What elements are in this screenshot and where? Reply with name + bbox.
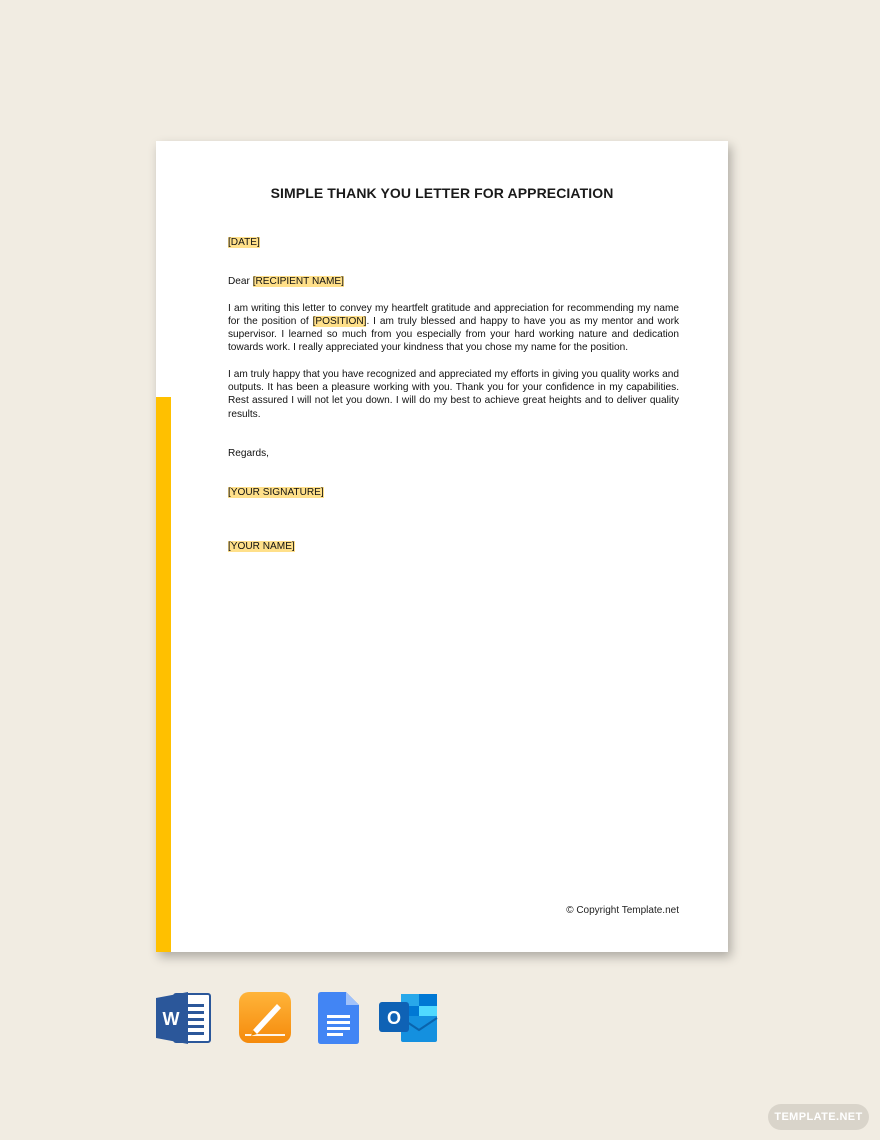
paragraph-1-text-start: I am writing this letter to convey my heartfelt gratitude and appreciation for recommending my name for the position of — [228, 302, 679, 327]
svg-text:O: O — [386, 1008, 402, 1028]
template-net-watermark: TEMPLATE.NET — [768, 1104, 869, 1130]
document-title: SIMPLE THANK YOU LETTER FOR APPRECIATION — [270, 185, 614, 201]
format-icons — [156, 992, 456, 1046]
paragraph-1 — [228, 302, 679, 355]
svg-text:W: W — [162, 1009, 180, 1029]
paragraph-1-text-end: . I am truly blessed and happy to have you as my mentor and work supervisor. I learned so much from you especially from your hard working nature and dedication towards work. I really appreciated your kindness that you chose my name for the position. — [228, 315, 679, 354]
accent-bar — [156, 397, 171, 952]
salutation: Dear — [228, 276, 250, 288]
closing: Regards, — [228, 447, 269, 459]
paragraph-2: I am truly happy that you have recognized and appreciated my efforts in giving you quality works and outputs. It has been a pleasure working with you. Thank you for your confidence in my capabilities. Rest assured I will not let you down. I will do my best to achieve great heights and to deliver quality results. — [228, 368, 679, 420]
name-placeholder: [YOUR NAME] — [228, 540, 295, 552]
position-placeholder: [POSITION] — [312, 315, 367, 327]
pages-icon[interactable] — [239, 992, 291, 1049]
google-docs-icon[interactable] — [318, 992, 360, 1049]
signature-placeholder: [YOUR SIGNATURE] — [228, 487, 324, 499]
recipient-placeholder: [RECIPIENT NAME] — [252, 276, 344, 288]
copyright-text: © Copyright Template.net — [566, 905, 679, 916]
document-page — [156, 141, 728, 952]
outlook-icon[interactable] — [379, 992, 439, 1049]
date-placeholder: [DATE] — [228, 237, 260, 248]
word-icon[interactable] — [156, 992, 212, 1049]
letter-body — [228, 236, 679, 553]
